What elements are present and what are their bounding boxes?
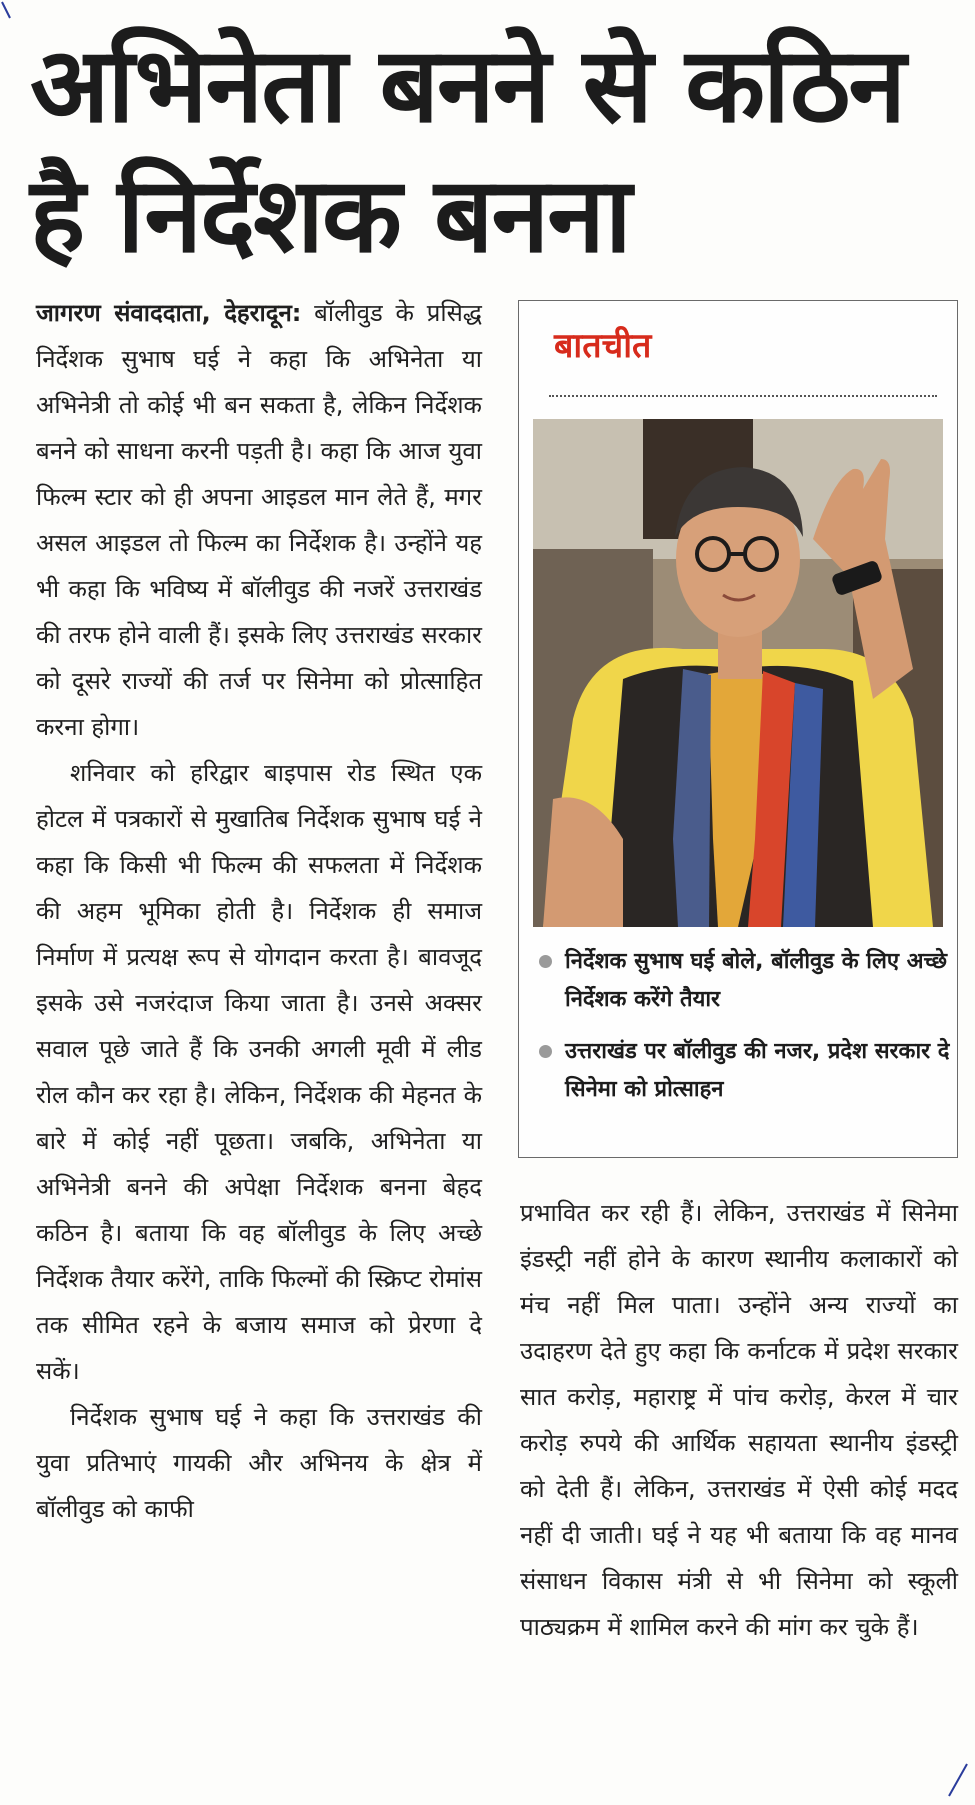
article-paragraph-1 bbox=[36, 290, 482, 750]
sidebar-highlights bbox=[531, 943, 951, 1123]
director-photo-illustration bbox=[533, 419, 943, 927]
headline-line-2: है निर्देशक बनना bbox=[30, 154, 630, 276]
article-column-left bbox=[36, 290, 482, 1532]
bullet-dot-icon bbox=[539, 1045, 552, 1058]
scan-mark-top-left bbox=[0, 0, 20, 30]
sidebar-tag: बातचीत bbox=[554, 326, 652, 366]
scan-mark-bottom-right bbox=[945, 1760, 973, 1800]
headline bbox=[30, 20, 950, 280]
highlight-item bbox=[531, 943, 951, 1019]
bullet-dot-icon bbox=[539, 955, 552, 968]
sidebar-dotted-rule bbox=[549, 395, 937, 397]
article-paragraph-4: प्रभावित कर रही हैं। लेकिन, उत्तराखंड में सिनेमा इंडस्ट्री नहीं होने के कारण स्थानीय कलाकारों को मंच नहीं मिल पाता। उन्होंने अन्य राज्यों का उदाहरण देते हुए कहा कि कर्नाटक में प्रदेश सरकार सात करोड़, महाराष्ट्र में पांच करोड़, केरल में चार करोड़ रुपये की आर्थिक सहायता स्थानीय इंडस्ट्री को देती हैं। लेकिन, उत्तराखंड में ऐसी कोई मदद नहीं दी जाती। घई ने यह भी बताया कि वह मानव संसाधन विकास मंत्री से भी सिनेमा को स्कूली पाठ्यक्रम में शामिल करने की मांग कर चुके हैं। bbox=[520, 1199, 958, 1641]
director-photo bbox=[533, 419, 943, 927]
highlight-text: उत्तराखंड पर बॉलीवुड की नजर, प्रदेश सरकार दे सिनेमा को प्रोत्साहन bbox=[565, 1039, 950, 1102]
highlight-item bbox=[531, 1033, 951, 1109]
dateline: जागरण संवाददाता, देहरादून: bbox=[36, 299, 302, 327]
article-paragraph-2: शनिवार को हरिद्वार बाइपास रोड स्थित एक होटल में पत्रकारों से मुखातिब निर्देशक सुभाष घई ने कहा कि किसी भी फिल्म की सफलता में निर्देशक की अहम भूमिका होती है। निर्देशक ही समाज निर्माण में प्रत्यक्ष रूप से योगदान करता है। बावजूद इसके उसे नजरंदाज किया जाता है। उनसे अक्सर सवाल पूछे जाते हैं कि उनकी अगली मूवी में लीड रोल कौन कर रहा है। लेकिन, निर्देशक की मेहनत के बारे में कोई नहीं पूछता। जबकि, अभिनेता या अभिनेत्री बनने की अपेक्षा निर्देशक बनना बेहद कठिन है। बताया कि वह बॉलीवुड के लिए अच्छे निर्देशक तैयार करेंगे, ताकि फिल्मों की स्क्रिप्ट रोमांस तक सीमित रहने के बजाय समाज को प्रेरणा दे सकें। bbox=[36, 759, 482, 1385]
article-column-right bbox=[520, 1190, 958, 1650]
paragraph-1-text: बॉलीवुड के प्रसिद्ध निर्देशक सुभाष घई ने कहा कि अभिनेता या अभिनेत्री तो कोई भी बन सकता है, लेकिन निर्देशक बनने को साधना करनी पड़ती है। कहा कि आज युवा फिल्म स्टार को ही अपना आइडल मान लेते हैं, मगर असल आइडल तो फिल्म का निर्देशक है। उन्होंने यह भी कहा कि भविष्य में बॉलीवुड की नजरें उत्तराखंड की तरफ होने वाली हैं। इसके लिए उत्तराखंड सरकार को दूसरे राज्यों की तर्ज पर सिनेमा को प्रोत्साहित करना होगा। bbox=[36, 299, 482, 741]
headline-line-1: अभिनेता बनने से कठिन bbox=[30, 24, 905, 146]
interview-sidebar-box bbox=[518, 300, 958, 1158]
highlight-text: निर्देशक सुभाष घई बोले, बॉलीवुड के लिए अच्छे निर्देशक करेंगे तैयार bbox=[565, 949, 948, 1012]
article-paragraph-3: निर्देशक सुभाष घई ने कहा कि उत्तराखंड की युवा प्रतिभाएं गायकी और अभिनय के क्षेत्र में बॉलीवुड को काफी bbox=[36, 1403, 482, 1523]
